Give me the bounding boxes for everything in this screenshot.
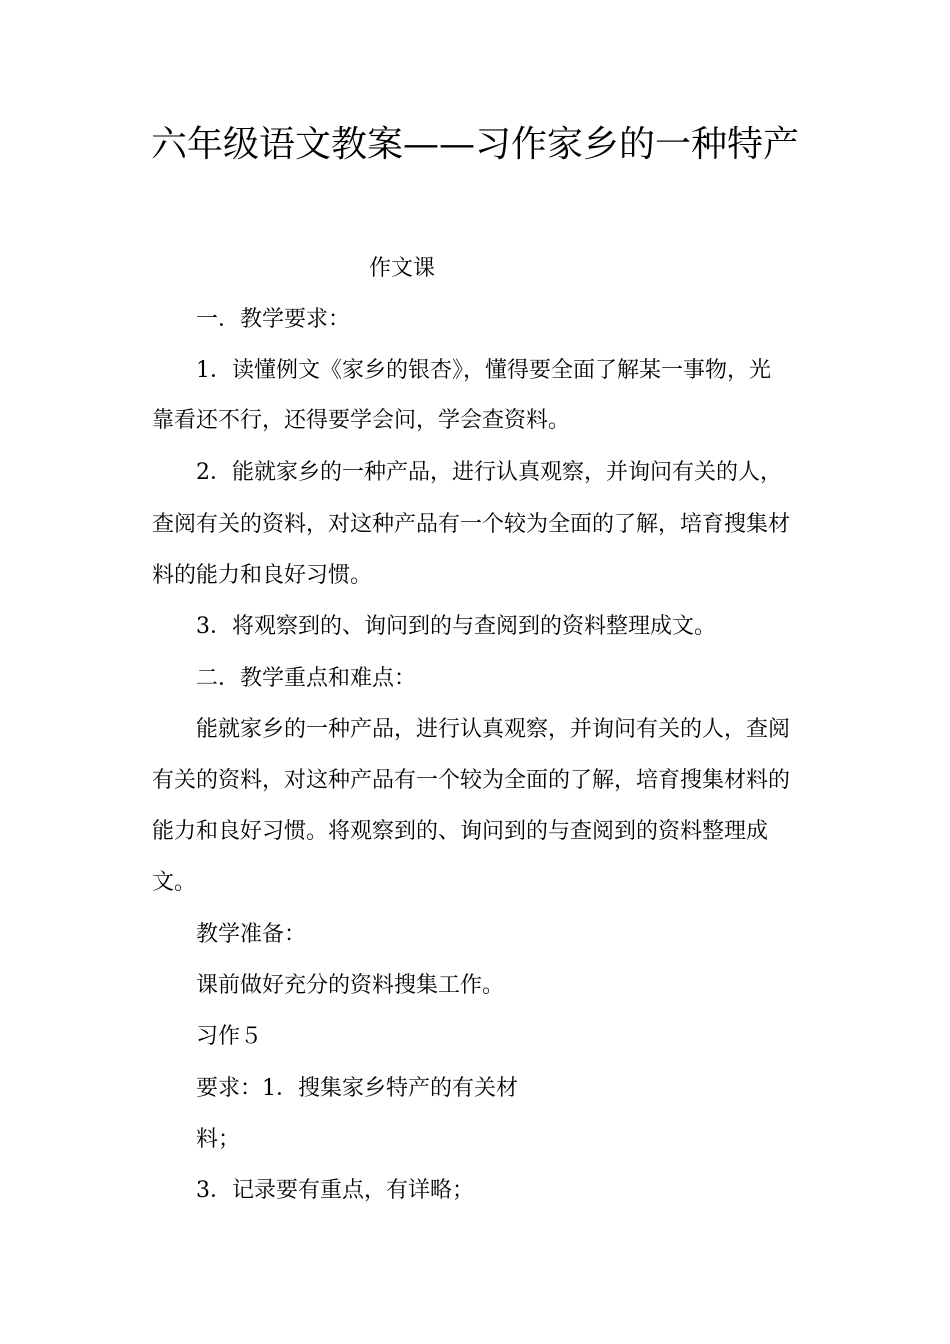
paragraph-line: 有关的资料，对这种产品有一个较为全面的了解，培育搜集材料的 — [152, 768, 791, 793]
paragraph-line: 文。 — [152, 870, 197, 895]
paragraph-line: 二．教学重点和难点： — [196, 666, 417, 691]
document-title: 六年级语文教案——习作家乡的一种特产 — [150, 124, 799, 165]
paragraph-line: 查阅有关的资料，对这种产品有一个较为全面的了解，培育搜集材 — [152, 512, 791, 537]
paragraph-line: 料； — [196, 1127, 241, 1152]
paragraph-line: 能就家乡的一种产品，进行认真观察，并询问有关的人，查阅 — [196, 717, 791, 742]
paragraph-line: 3．记录要有重点，有详略； — [196, 1178, 474, 1203]
paragraph-line: 习作５ — [196, 1024, 263, 1049]
paragraph-line: 课前做好充分的资料搜集工作。 — [196, 973, 505, 998]
section-subtitle: 作文课 — [369, 256, 436, 281]
paragraph-line: 一．教学要求： — [196, 307, 351, 332]
paragraph-line: 1．读懂例文《家乡的银杏》，懂得要全面了解某一事物，光 — [196, 358, 771, 383]
paragraph-line: 靠看还不行，还得要学会问，学会查资料。 — [152, 408, 571, 433]
paragraph-line: 3．将观察到的、询问到的与查阅到的资料整理成文。 — [196, 614, 716, 639]
paragraph-line: 料的能力和良好习惯。 — [152, 563, 373, 588]
paragraph-line: 要求：1．搜集家乡特产的有关材 — [196, 1076, 518, 1101]
paragraph-line: 教学准备： — [196, 922, 307, 947]
paragraph-line: 能力和良好习惯。将观察到的、询问到的与查阅到的资料整理成 — [152, 819, 769, 844]
paragraph-line: 2．能就家乡的一种产品，进行认真观察，并询问有关的人， — [196, 460, 782, 485]
